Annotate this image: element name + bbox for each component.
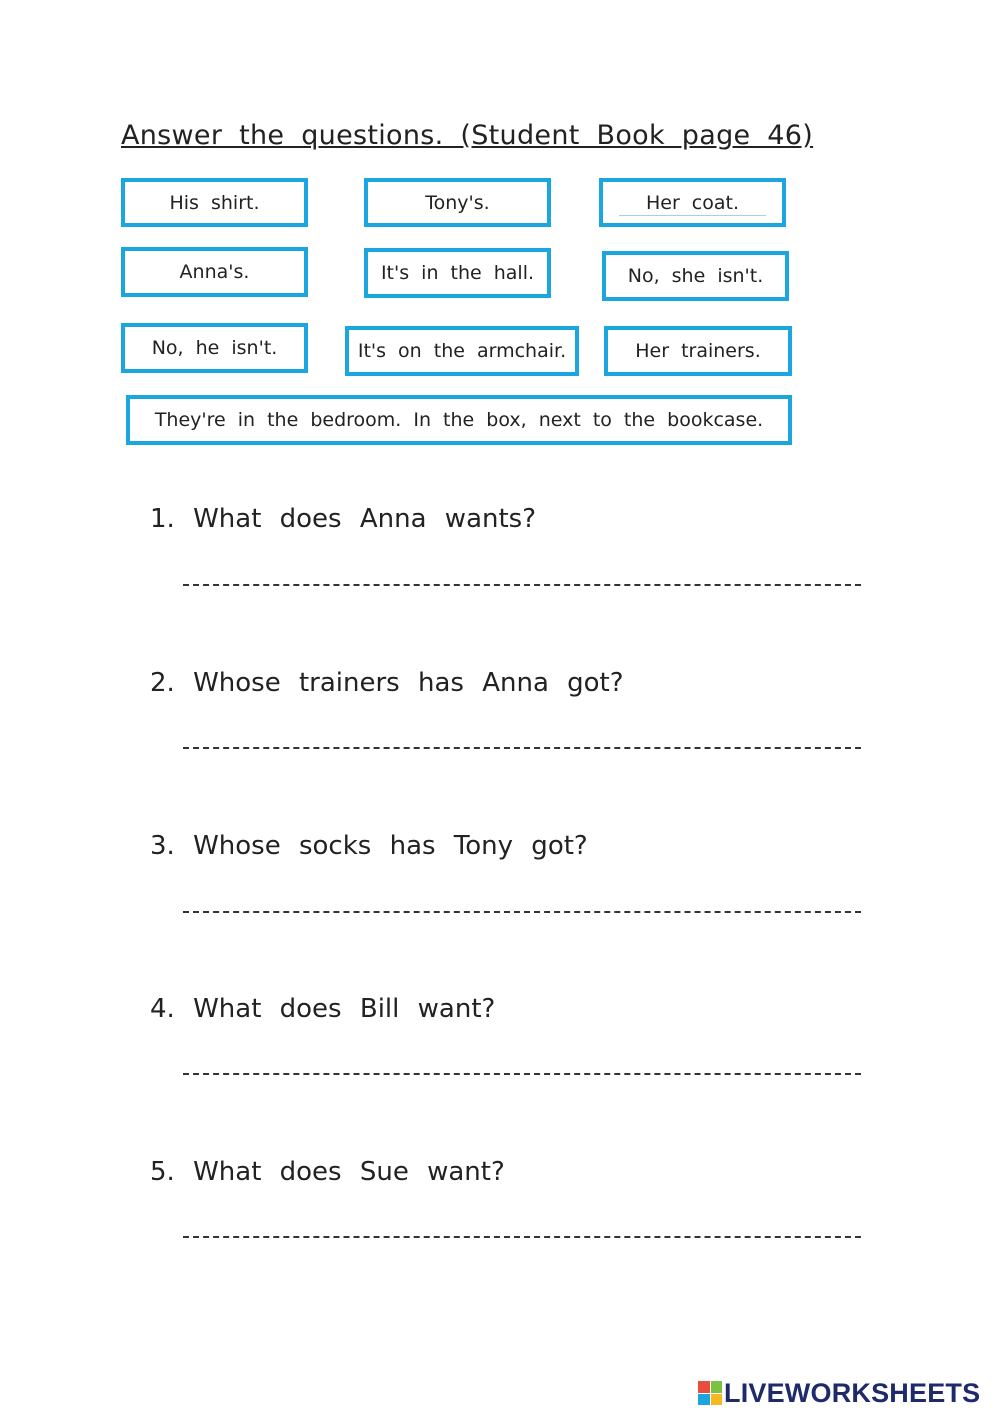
- answer-box-no-she-isnt[interactable]: [602, 251, 789, 301]
- answer-box-in-the-hall[interactable]: [364, 248, 551, 298]
- answer-box-label: No, he isn't.: [151, 337, 278, 359]
- answer-line-2[interactable]: [183, 747, 861, 749]
- answer-line-1[interactable]: [183, 584, 861, 586]
- logo-square-red: [698, 1381, 710, 1393]
- answer-box-label: Anna's.: [179, 261, 250, 283]
- logo-square-yellow: [711, 1394, 723, 1406]
- answer-box-label: Her trainers.: [635, 340, 761, 362]
- logo-square-blue: [698, 1394, 710, 1406]
- logo-mark-icon: [698, 1381, 722, 1405]
- answer-box-his-shirt[interactable]: [121, 178, 308, 227]
- question-4: 4. What does Bill want?: [150, 994, 496, 1024]
- answer-box-no-he-isnt[interactable]: [121, 323, 308, 373]
- answer-box-label: They're in the bedroom. In the box, next to the bookcase.: [154, 409, 764, 431]
- question-2: 2. Whose trainers has Anna got?: [150, 668, 624, 698]
- logo-square-green: [711, 1381, 723, 1393]
- question-1: 1. What does Anna wants?: [150, 504, 537, 534]
- answer-box-label: His shirt.: [169, 191, 260, 214]
- answer-box-in-the-bedroom[interactable]: [126, 395, 792, 445]
- logo-text: LIVEWORKSHEETS: [724, 1377, 981, 1408]
- answer-box-tonys[interactable]: [364, 178, 551, 227]
- liveworksheets-logo: [698, 1378, 980, 1408]
- answer-box-label: It's in the hall.: [380, 262, 535, 284]
- answer-box-label: It's on the armchair.: [357, 340, 567, 362]
- answer-line-4[interactable]: [183, 1073, 861, 1075]
- worksheet-title: Answer the questions. (Student Book page 46): [121, 120, 814, 151]
- answer-box-her-trainers[interactable]: [604, 326, 792, 376]
- answer-box-label: Her coat.: [645, 191, 740, 214]
- answer-box-on-the-armchair[interactable]: [345, 326, 579, 376]
- answer-box-label: No, she isn't.: [627, 265, 764, 287]
- answer-line-5[interactable]: [183, 1236, 861, 1238]
- answer-box-label: Tony's.: [425, 191, 490, 214]
- answer-line-3[interactable]: [183, 911, 861, 913]
- question-3: 3. Whose socks has Tony got?: [150, 831, 588, 861]
- answer-box-annas[interactable]: [121, 247, 308, 297]
- answer-box-her-coat[interactable]: [599, 178, 786, 227]
- underline-decoration: [619, 215, 766, 216]
- question-5: 5. What does Sue want?: [150, 1157, 505, 1187]
